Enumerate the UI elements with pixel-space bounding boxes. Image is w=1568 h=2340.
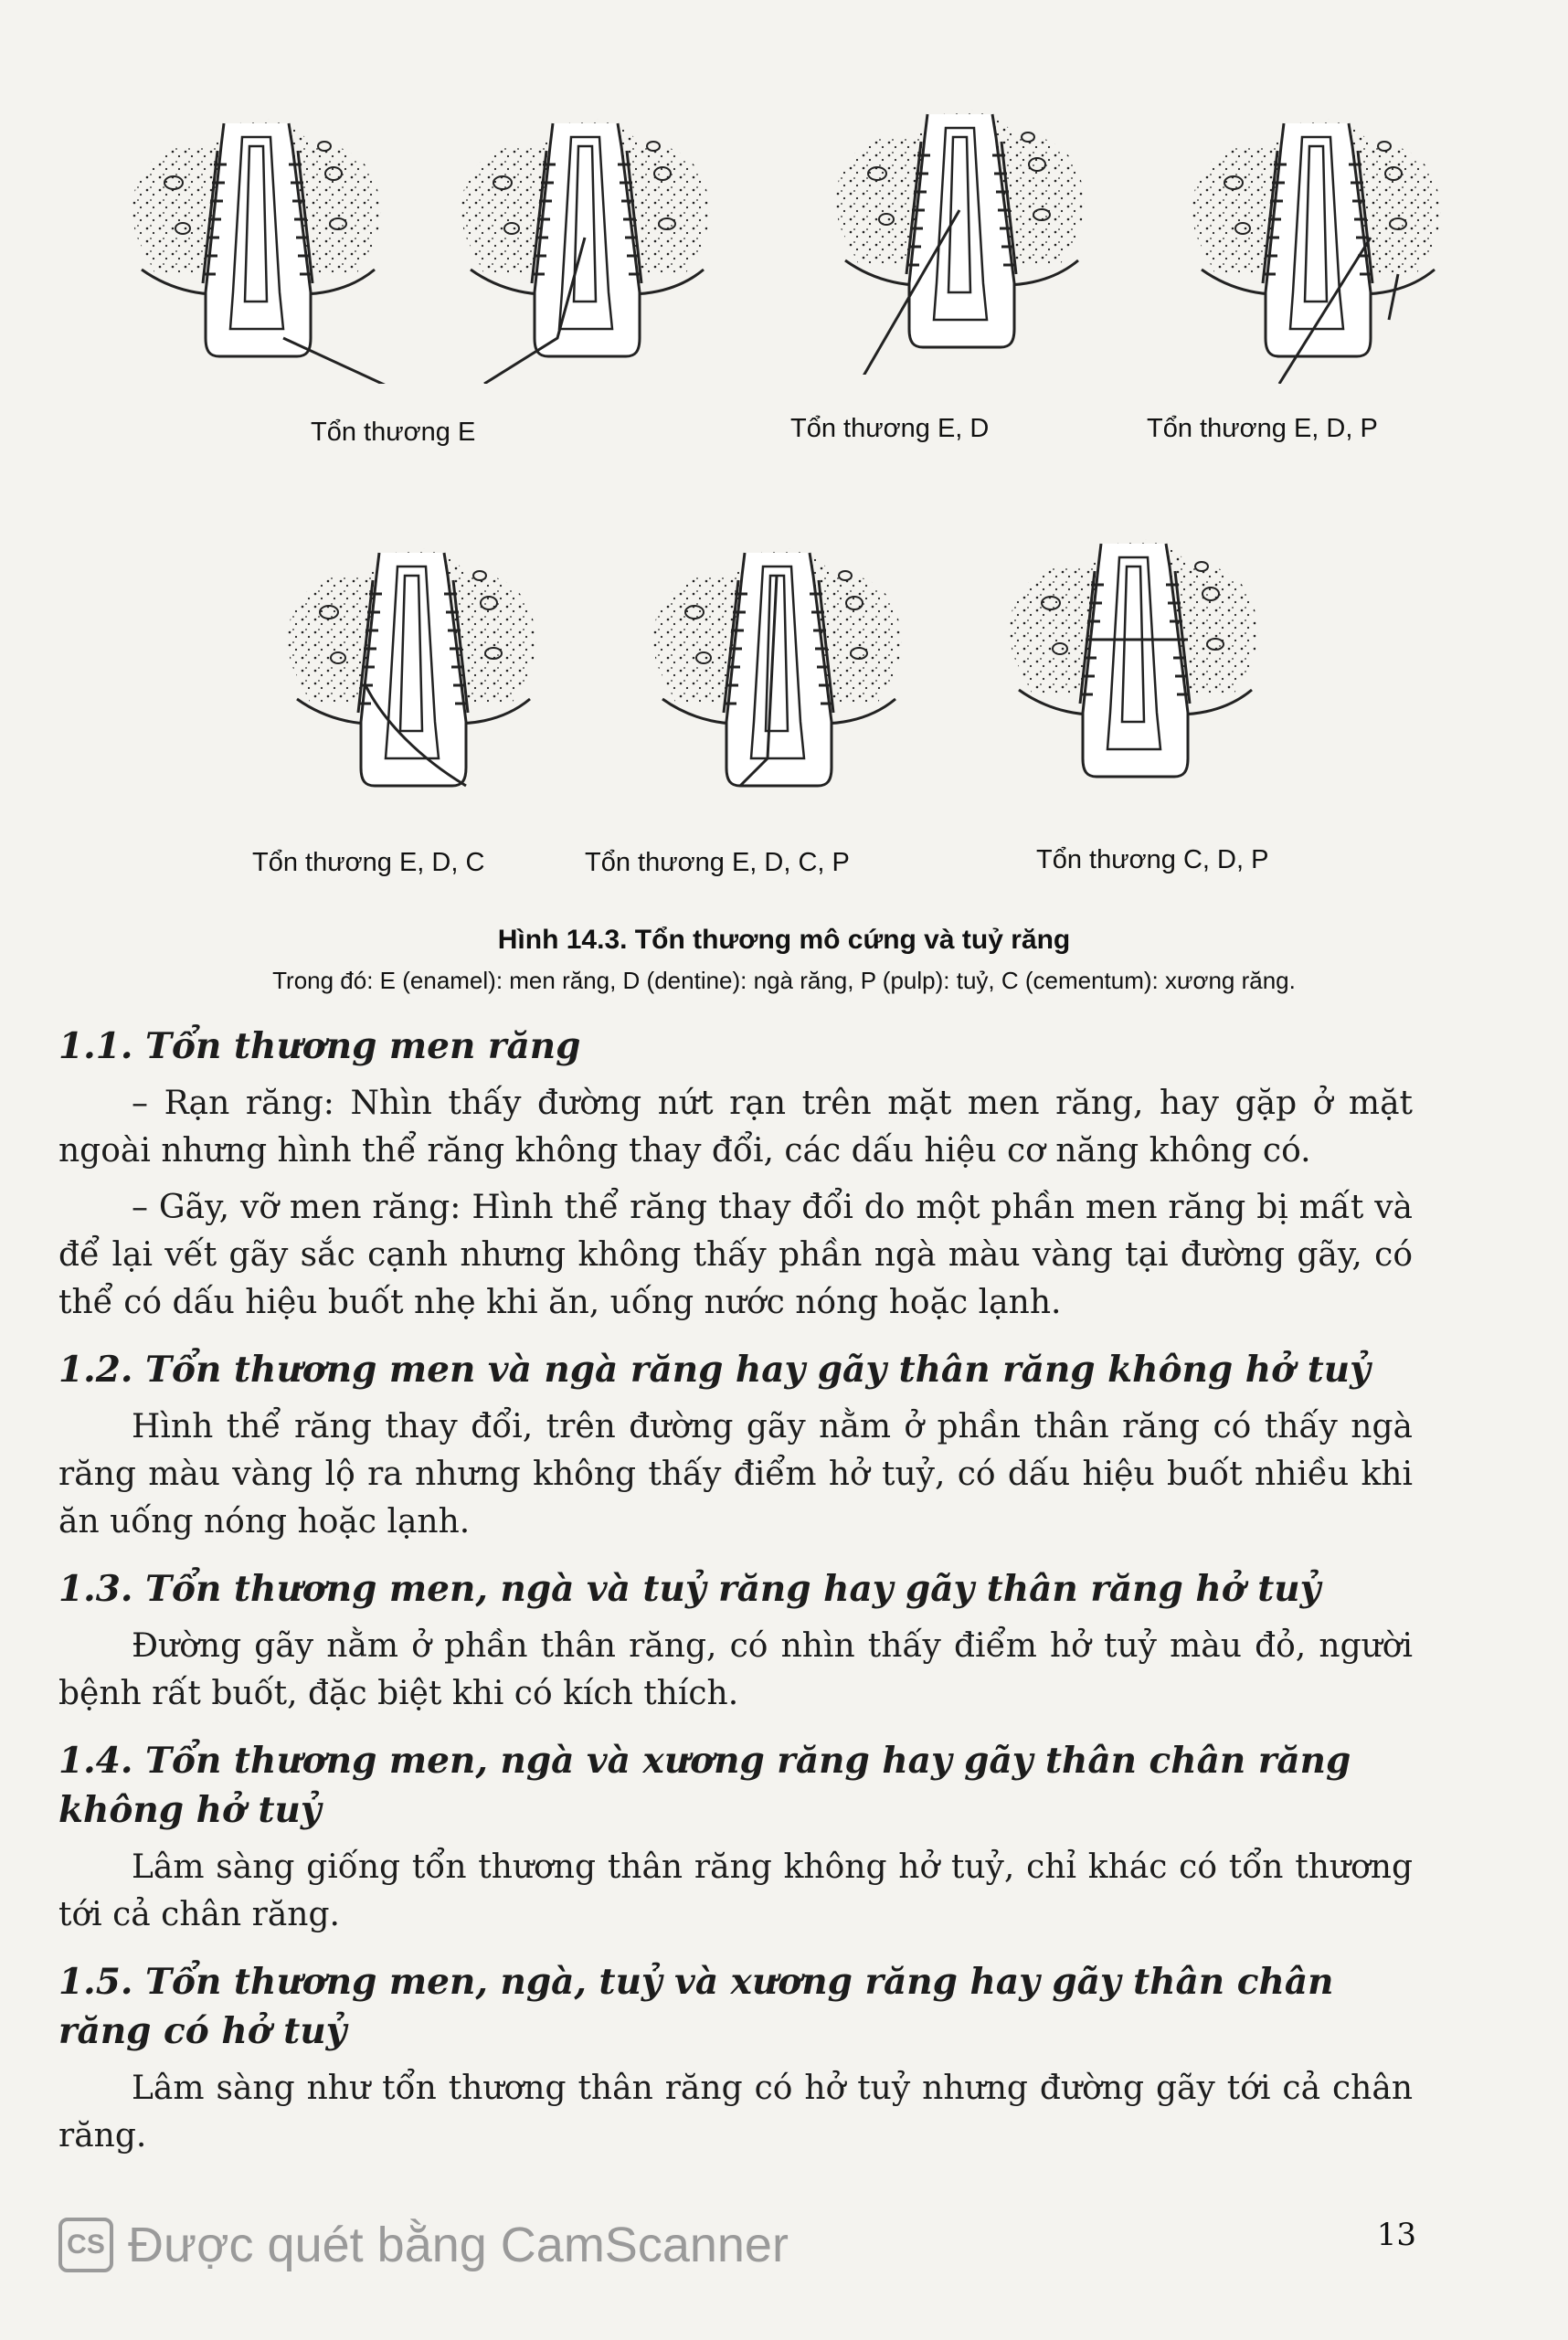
camscanner-watermark: [58, 2217, 789, 2273]
paragraph: Lâm sàng giống tổn thương thân răng không hở tuỷ, chỉ khác có tổn thương tới cả chân răng.: [58, 1848, 1413, 1933]
section-heading: 1.3. Tổn thương men, ngà và tuỷ răng hay gãy thân răng hở tuỷ: [58, 1568, 1321, 1610]
figure-14-3: [101, 110, 1471, 1023]
figure-legend: Trong đó: E (enamel): men răng, D (dentine): ngà răng, P (pulp): tuỷ, C (cementum): xương răng.: [272, 967, 1296, 994]
paragraph: Lâm sàng như tổn thương thân răng có hở tuỷ nhưng đường gãy tới cả chân răng.: [58, 2070, 1413, 2155]
watermark-text: Được quét bằng CamScanner: [128, 2218, 789, 2272]
tooth-diagram-1: [119, 110, 393, 384]
paragraph: – Gãy, vỡ men răng: Hình thể răng thay đổi do một phần men răng bị mất và để lại vết gãy sắc cạnh nhưng không thấy phần ngà màu vàng tại đường gãy, có thể có dấu hiệu buốt nhẹ khi ăn, uống nước nóng hoặc lạnh.: [58, 1189, 1413, 1321]
section-1-5: [58, 1957, 1413, 2160]
tooth-diagram-7: [996, 530, 1270, 804]
paragraph: Hình thể răng thay đổi, trên đường gãy nằm ở phần thân răng có thấy ngà răng màu vàng lộ ra nhưng không thấy điểm hở tuỷ, có dấu hiệu buốt nhiều khi ăn uống nóng hoặc lạnh.: [58, 1408, 1413, 1541]
figure-label-e-d-c: Tổn thương E, D, C: [252, 848, 485, 877]
body-text: [58, 1022, 1413, 2178]
figure-label-e: Tổn thương E: [311, 418, 476, 447]
tooth-diagram-3: [822, 101, 1097, 375]
page-number: 13: [1376, 2217, 1416, 2253]
section-1-2: [58, 1345, 1413, 1546]
figure-label-c-d-p: Tổn thương C, D, P: [1036, 845, 1269, 874]
section-heading: 1.1. Tổn thương men răng: [58, 1025, 581, 1067]
paragraph: Đường gãy nằm ở phần thân răng, có nhìn thấy điểm hở tuỷ màu đỏ, người bệnh rất buốt, đặc biệt khi có kích thích.: [58, 1627, 1413, 1712]
section-heading: 1.5. Tổn thương men, ngà, tuỷ và xương răng hay gãy thân chân răng có hở tuỷ: [58, 1961, 1334, 2052]
section-1-4: [58, 1736, 1413, 1939]
section-1-1: [58, 1022, 1413, 1327]
camscanner-logo-icon: CS: [58, 2218, 113, 2272]
section-heading: 1.4. Tổn thương men, ngà và xương răng hay gãy thân chân răng không hở tuỷ: [58, 1740, 1351, 1831]
tooth-diagram-6: [640, 539, 914, 813]
tooth-diagram-4: [1179, 110, 1453, 384]
figure-label-e-d-p: Tổn thương E, D, P: [1147, 414, 1378, 443]
section-heading: 1.2. Tổn thương men và ngà răng hay gãy thân răng không hở tuỷ: [58, 1349, 1371, 1391]
figure-title: Hình 14.3. Tổn thương mô cứng và tuỷ răng: [497, 925, 1071, 955]
figure-label-e-d-c-p: Tổn thương E, D, C, P: [585, 848, 850, 877]
section-1-3: [58, 1564, 1413, 1718]
tooth-diagram-5: [274, 539, 548, 813]
tooth-diagram-2: [448, 110, 722, 384]
figure-label-e-d: Tổn thương E, D: [790, 414, 990, 443]
paragraph: – Rạn răng: Nhìn thấy đường nứt rạn trên mặt men răng, hay gặp ở mặt ngoài nhưng hình thể răng không thay đổi, các dấu hiệu cơ năng không có.: [58, 1085, 1413, 1170]
